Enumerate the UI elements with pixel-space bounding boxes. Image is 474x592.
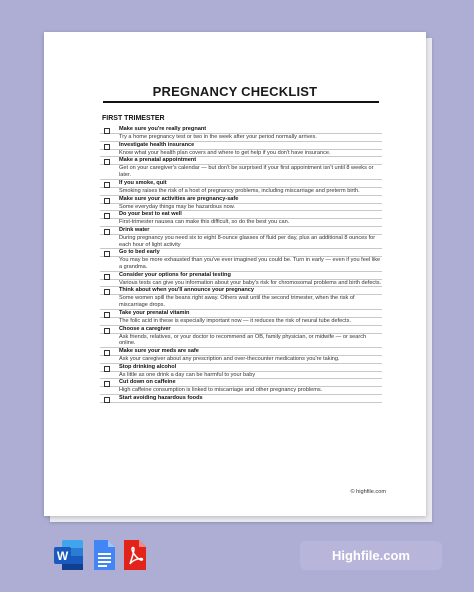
checklist-item: [100, 196, 382, 212]
checklist-item-title: Stop drinking alcohol: [119, 363, 177, 370]
checklist-item-description: Try a home pregnancy test or two in the week after your period normally arrives.: [119, 134, 317, 140]
google-docs-icon[interactable]: [92, 538, 116, 577]
row-divider: [100, 402, 382, 403]
checklist-item: [100, 379, 382, 395]
checklist-item: [100, 211, 382, 227]
checklist-item: [100, 126, 382, 142]
checklist-item-title: Think about when you'll announce your pregnancy: [119, 287, 254, 294]
checkbox[interactable]: [104, 198, 110, 204]
checkbox[interactable]: [104, 366, 110, 372]
checkbox[interactable]: [104, 312, 110, 318]
highfile-badge[interactable]: Highfile.com: [300, 541, 442, 570]
checklist-item: [100, 348, 382, 364]
checklist-item: [100, 227, 382, 249]
section-heading: FIRST TRIMESTER: [102, 115, 165, 122]
checklist-item-description: Know what your health plan covers and where to get help if you don't have insurance.: [119, 149, 331, 156]
checklist-item: [100, 310, 382, 326]
checklist-item-description: First-trimester nausea can make this difficult, so do the best you can.: [119, 219, 290, 226]
checklist-item-title: Consider your options for prenatal testing: [119, 271, 231, 278]
checklist-item-title: Start avoiding hazardous foods: [119, 395, 203, 402]
checklist: [100, 126, 382, 403]
checkbox[interactable]: [104, 182, 110, 188]
title-divider: [103, 101, 379, 103]
word-icon[interactable]: [54, 538, 84, 577]
checkbox[interactable]: [104, 289, 110, 295]
checklist-item-description: The folic acid in these is especially important now — it reduces the risk of neural tube defects.: [119, 317, 351, 324]
checklist-item-title: Make sure your activities are pregnancy-safe: [119, 195, 239, 202]
checkbox[interactable]: [104, 213, 110, 219]
checklist-item-title: Make sure your meds are safe: [119, 347, 199, 354]
checklist-item-description: High caffeine consumption is linked to miscarriage and other pregnancy problems.: [119, 387, 323, 394]
copyright-text: © highfile.com: [350, 489, 386, 495]
checkbox[interactable]: [104, 381, 110, 387]
checklist-item-title: Investigate health insurance: [119, 141, 195, 148]
checklist-item: [100, 287, 382, 309]
checklist-item: [100, 180, 382, 196]
checklist-item: [100, 157, 382, 179]
document-title: PREGNANCY CHECKLIST: [152, 84, 318, 99]
checkbox[interactable]: [104, 397, 110, 403]
checklist-item-title: Make a prenatal appointment: [119, 157, 197, 164]
pdf-icon[interactable]: [122, 538, 148, 577]
checkbox[interactable]: [104, 274, 110, 280]
checklist-item-description: Ask your caregiver about any prescription and over-thecounter medications you're taking.: [119, 355, 340, 362]
checklist-item-description: Ask friends, relatives, or your doctor to recommend an OB, family physician, or midwife — or search online.: [119, 333, 367, 347]
checkbox[interactable]: [104, 229, 110, 235]
checkbox[interactable]: [104, 159, 110, 165]
checklist-item-description: During pregnancy you need six to eight 8-ounce glasses of fluid per day, plus an additional 8 ounces for each hour of light activity: [119, 234, 376, 248]
checkbox[interactable]: [104, 128, 110, 134]
checklist-item-title: Drink water: [119, 226, 150, 233]
checklist-item: [100, 395, 382, 403]
checklist-item-title: Make sure you're really pregnant: [119, 126, 207, 132]
svg-text:W: W: [56, 549, 69, 563]
checklist-item-title: If you smoke, quit: [119, 179, 167, 186]
checklist-item-description: You may be more exhausted than you've ever imagined you could be. Turn in early — even if you feel like a grandma.: [119, 257, 381, 271]
checklist-item-description: Some everyday things may be hazardous now.: [119, 203, 235, 210]
checkbox[interactable]: [104, 328, 110, 334]
checklist-item-title: Take your prenatal vitamin: [119, 309, 190, 316]
checklist-item-title: Cut down on caffeine: [119, 379, 176, 386]
checklist-item: [100, 142, 382, 158]
checklist-item-description: Various tests can give you information about your baby's risk for chromosomal problems and birth defects.: [119, 279, 382, 286]
checklist-item: [100, 364, 382, 380]
document-page: [44, 32, 426, 516]
checklist-item: [100, 249, 382, 271]
checklist-item-title: Choose a caregiver: [119, 325, 171, 332]
checklist-item-title: Do your best to eat well: [119, 211, 182, 218]
checklist-item: [100, 272, 382, 288]
checkbox[interactable]: [104, 144, 110, 150]
checklist-item-description: Get on your caregiver's calendar — but don't be surprised if your first appointment isn't until 8 weeks or later.: [119, 165, 374, 179]
checklist-item-description: Some women spill the beans right away. Others wait until the second trimester, when the risk of miscarriage drops.: [119, 295, 355, 309]
checklist-item-description: As little as one drink a day can be harmful to your baby: [119, 371, 256, 378]
checklist-item-description: Smoking raises the risk of a host of pregnancy problems, including miscarriage and preterm birth.: [119, 187, 360, 194]
checklist-item-title: Go to bed early: [119, 249, 160, 256]
checkbox[interactable]: [104, 251, 110, 257]
checklist-item: [100, 326, 382, 348]
checkbox[interactable]: [104, 350, 110, 356]
